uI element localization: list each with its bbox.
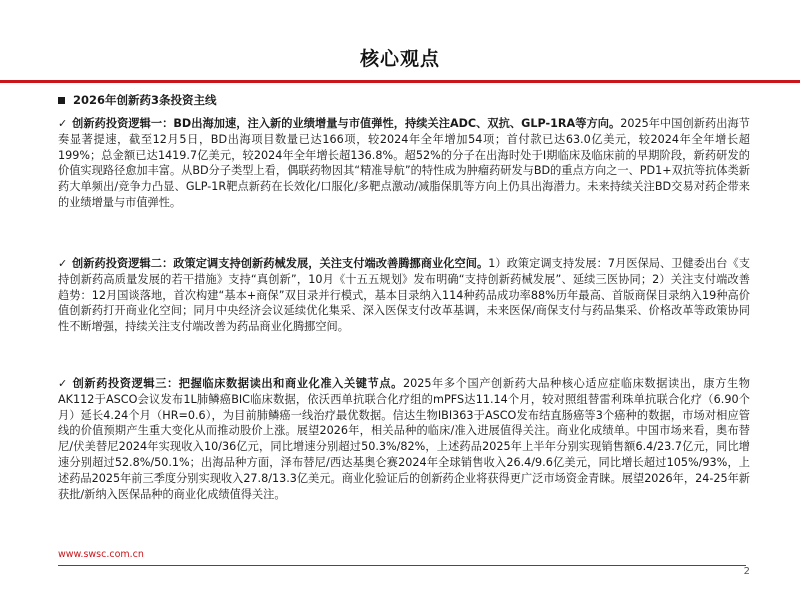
bullet-body-2: 1）政策定调支持发展：7月医保局、卫健委出台《支持创新药高质量发展的若干措施》支持“真创新”，10月《十五五规划》发布明确“支持创新药械发展”、延续三医协同；2）关注支付端改善趋势：12月国谈落地，首次构建“基本+商保”双目录并行模式，基本目录纳入114种药品成功率88%历年最高、首版商保目录纳入19种高价值创新药打开商业化空间；同月中央经济会议延续优化集采、深入医保支付改革基调，未来医保/商保支付与药品集采、价格改革等政策协同性不断增强，持续关注支付端改善为药品商业化腾挪空间。 <box>58 257 750 334</box>
bullet-body-3: 2025年多个国产创新药大品种核心适应症临床数据读出，康方生物AK112于ASCO会议发布1L肺鳞癌BIC临床数据，依沃西单抗联合化疗组的mPFS达11.14个月，较对照组替雷利珠单抗联合化疗（6.90个月）延长4.24个月（HR=0.6），为目前肺鳞癌一线治疗最优数据。信达生物IBI363于ASCO发布结直肠癌等3个癌种的数据，市场对相应管线的价值预期产生重大变化从而推动股价上涨。展望2026年，相关品种的临床/准入进展值得关注。商业化成绩单。中国市场来看，奥布替尼/伏美替尼2024年实现收入10/36亿元，同比增速分别超过50.3%/82%，上述药品2025年上半年分别实现销售额6.4/23.7亿元，同比增速分别超过52.8%/50.1%；出海品种方面，泽布替尼/西达基奥仑赛2024年全球销售收入26.4/9.6亿美元，同比增长超过105%/93%，上述药品2025年前三季度分别实现收入27.8/13.3亿美元。商业化验证后的创新药企业将获得更广泛市场资金青睐。展望2026年，24-25年新获批/新纳入医保品种的商业化成绩值得关注。 <box>58 377 750 501</box>
footer-url-link[interactable]: www.swsc.com.cn <box>58 549 144 560</box>
checkmark-icon: ✓ <box>58 117 68 130</box>
bullet-lead-2: 创新药投资逻辑二：政策定调支持创新药械发展，关注支付端改善腾挪商业化空间。 <box>72 257 489 270</box>
bullet-lead-1: 创新药投资逻辑一：BD出海加速，注入新的业绩增量与市值弹性，持续关注ADC、双抗、GLP-1RA等方向。 <box>72 117 621 130</box>
bullet-paragraph-3 <box>58 376 750 502</box>
footer-divider <box>58 565 746 566</box>
title-divider <box>0 80 800 83</box>
section-heading-text: 2026年创新药3条投资主线 <box>73 93 217 107</box>
section-heading <box>58 92 217 108</box>
bullet-body-1: 2025年中国创新药出海节奏显著提速，截至12月5日，BD出海项目数量已达166项，较2024年全年增加54项；首付款已达63.0亿美元，较2024年全年增长超199%；总金额已达1419.7亿美元，较2024年全年增长超136.8%。超52%的分子在出海时处于I期临床及临床前的早期阶段，新药研发的价值实现路径愈加丰富。从BD分子类型上看，偶联药物因其“精准导航”的特性成为肿瘤药研发与BD的重点方向之一、PD1+双抗等抗体类新药大单频出/竞争力凸显、GLP-1R靶点新药在长效化/口服化/多靶点激动/减脂保肌等方向上仍具出海潜力。未来持续关注BD交易对药企带来的业绩增量与市值弹性。 <box>58 117 750 209</box>
page-title: 核心观点 <box>359 48 440 70</box>
bullet-paragraph-2 <box>58 256 750 335</box>
bullet-lead-3: 创新药投资逻辑三：把握临床数据读出和商业化准入关键节点。 <box>72 377 403 390</box>
checkmark-icon: ✓ <box>58 257 68 270</box>
checkmark-icon: ✓ <box>58 377 68 390</box>
square-bullet-icon <box>58 97 65 104</box>
page-number: 2 <box>743 566 750 577</box>
bullet-paragraph-1 <box>58 116 750 211</box>
